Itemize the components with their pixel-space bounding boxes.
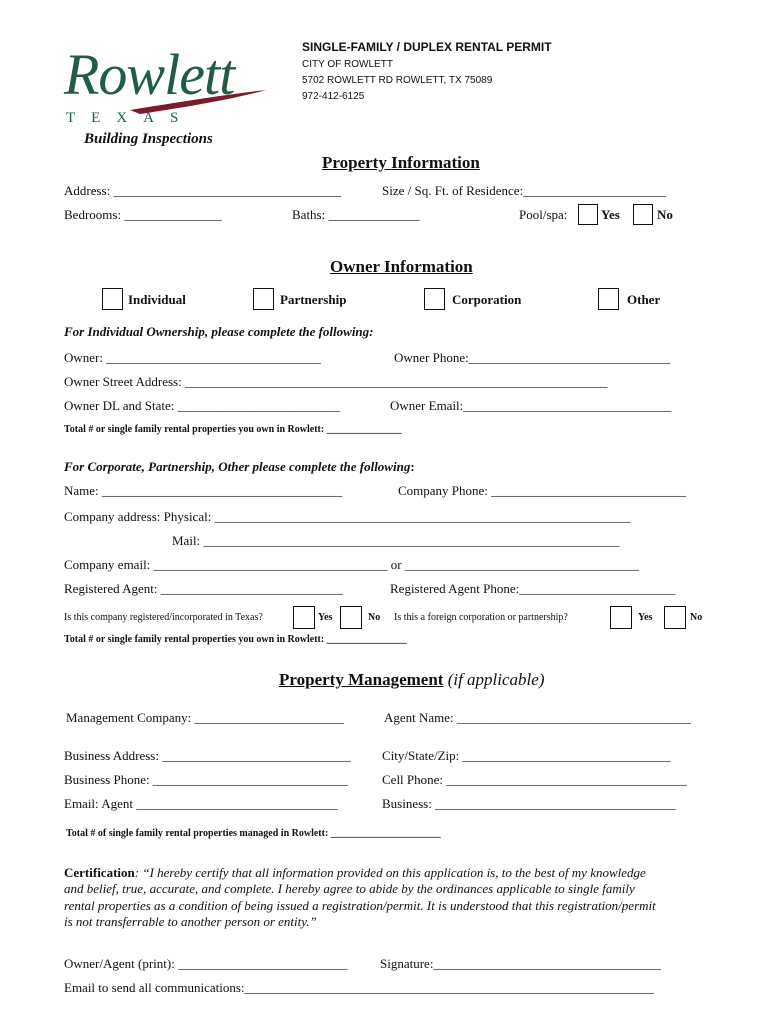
foreign-no-checkbox[interactable] — [664, 606, 686, 629]
managed-total-field[interactable]: Total # of single family rental properties managed in Rowlett: ______________________ — [66, 828, 441, 839]
mail-field[interactable]: Mail: ________________________________________________________________ — [172, 533, 620, 548]
logo-state: TEXAS — [66, 110, 195, 124]
logo-wordmark: Rowlett — [64, 42, 235, 107]
owner-phone-field[interactable]: Owner Phone:_______________________________ — [394, 350, 671, 365]
owner-street-field[interactable]: Owner Street Address: _________________________________________________________________ — [64, 374, 608, 389]
owner-agent-print-field[interactable]: Owner/Agent (print): __________________________ — [64, 956, 348, 971]
signature-field[interactable]: Signature:___________________________________ — [380, 956, 661, 971]
certification-line-1: Certification: “I hereby certify that all information provided on this application is, to the best of my knowledge — [64, 865, 646, 880]
management-heading: Property Management (if applicable) — [279, 670, 545, 689]
email-agent-field[interactable]: Email: Agent _______________________________ — [64, 796, 338, 811]
company-phone-field[interactable]: Company Phone: ______________________________ — [398, 483, 687, 498]
pool-yes-checkbox[interactable] — [578, 204, 598, 225]
pool-no-label: No — [657, 207, 673, 222]
pool-label: Pool/spa: — [519, 207, 568, 222]
individual-label: Individual — [128, 292, 186, 307]
foreign-yes-checkbox[interactable] — [610, 606, 632, 629]
texas-yes-checkbox[interactable] — [293, 606, 315, 629]
owner-email-field[interactable]: Owner Email:________________________________ — [390, 398, 672, 413]
email-business-field[interactable]: Business: _____________________________________ — [382, 796, 676, 811]
corporation-checkbox[interactable] — [424, 288, 445, 310]
registered-agent-field[interactable]: Registered Agent: ____________________________ — [64, 581, 343, 596]
partnership-checkbox[interactable] — [253, 288, 274, 310]
other-checkbox[interactable] — [598, 288, 619, 310]
owner-dl-field[interactable]: Owner DL and State: _________________________ — [64, 398, 341, 413]
form-title: SINGLE-FAMILY / DUPLEX RENTAL PERMIT — [302, 40, 552, 54]
partnership-label: Partnership — [280, 292, 347, 307]
communications-email-field[interactable]: Email to send all communications:_______________________________________________________________ — [64, 980, 655, 995]
certification-line-4: is not transferrable to another person or entity.” — [64, 914, 317, 929]
certification-line-2: and belief, true, accurate, and complete. I hereby agree to abide by the ordinances applicable to single family — [64, 881, 635, 896]
property-heading: Property Information — [322, 153, 480, 172]
individual-instructions: For Individual Ownership, please complete the following: — [64, 324, 374, 339]
corporation-label: Corporation — [452, 292, 522, 307]
owner-total-field[interactable]: Total # or single family rental properties you own in Rowlett: _______________ — [64, 424, 402, 435]
texas-no-checkbox[interactable] — [340, 606, 362, 629]
texas-no-label: No — [368, 612, 381, 623]
city-address: 5702 ROWLETT RD ROWLETT, TX 75089 — [302, 75, 493, 86]
rowlett-logo — [60, 36, 270, 124]
agent-name-field[interactable]: Agent Name: ____________________________________ — [384, 710, 691, 725]
texas-question: Is this company registered/incorporated in Texas? — [64, 612, 263, 623]
management-company-field[interactable]: Management Company: _______________________ — [66, 710, 345, 725]
owner-heading: Owner Information — [330, 257, 473, 276]
pool-yes-label: Yes — [601, 207, 620, 222]
registered-agent-phone-field[interactable]: Registered Agent Phone:________________________ — [390, 581, 676, 596]
business-address-field[interactable]: Business Address: _____________________________ — [64, 748, 351, 763]
company-address-field[interactable]: Company address: Physical: ________________________________________________________________ — [64, 509, 631, 524]
department-name: Building Inspections — [84, 131, 213, 147]
city-name: CITY OF ROWLETT — [302, 59, 393, 70]
foreign-no-label: No — [690, 612, 703, 623]
corporate-instructions: For Corporate, Partnership, Other please complete the following: — [64, 459, 415, 474]
baths-field[interactable]: Baths: ______________ — [292, 207, 420, 222]
company-email-field[interactable]: Company email: ____________________________________ or ____________________________________ — [64, 557, 639, 572]
individual-checkbox[interactable] — [102, 288, 123, 310]
size-field[interactable]: Size / Sq. Ft. of Residence:______________________ — [382, 183, 667, 198]
pool-no-checkbox[interactable] — [633, 204, 653, 225]
company-total-field[interactable]: Total # or single family rental properties you own in Rowlett: ________________ — [64, 634, 407, 645]
cell-phone-field[interactable]: Cell Phone: _____________________________________ — [382, 772, 687, 787]
certification-line-3: rental properties as a condition of being issued a registration/permit. It is understood that this registration/permit — [64, 898, 656, 913]
other-label: Other — [627, 292, 661, 307]
bedrooms-field[interactable]: Bedrooms: _______________ — [64, 207, 222, 222]
foreign-yes-label: Yes — [638, 612, 653, 623]
business-phone-field[interactable]: Business Phone: ______________________________ — [64, 772, 348, 787]
address-field[interactable]: Address: ___________________________________ — [64, 183, 341, 198]
city-phone: 972-412-6125 — [302, 91, 365, 102]
texas-yes-label: Yes — [318, 612, 333, 623]
foreign-question: Is this a foreign corporation or partnership? — [394, 612, 568, 623]
name-field[interactable]: Name: _____________________________________ — [64, 483, 343, 498]
owner-field[interactable]: Owner: _________________________________ — [64, 350, 321, 365]
city-state-zip-field[interactable]: City/State/Zip: ________________________________ — [382, 748, 671, 763]
